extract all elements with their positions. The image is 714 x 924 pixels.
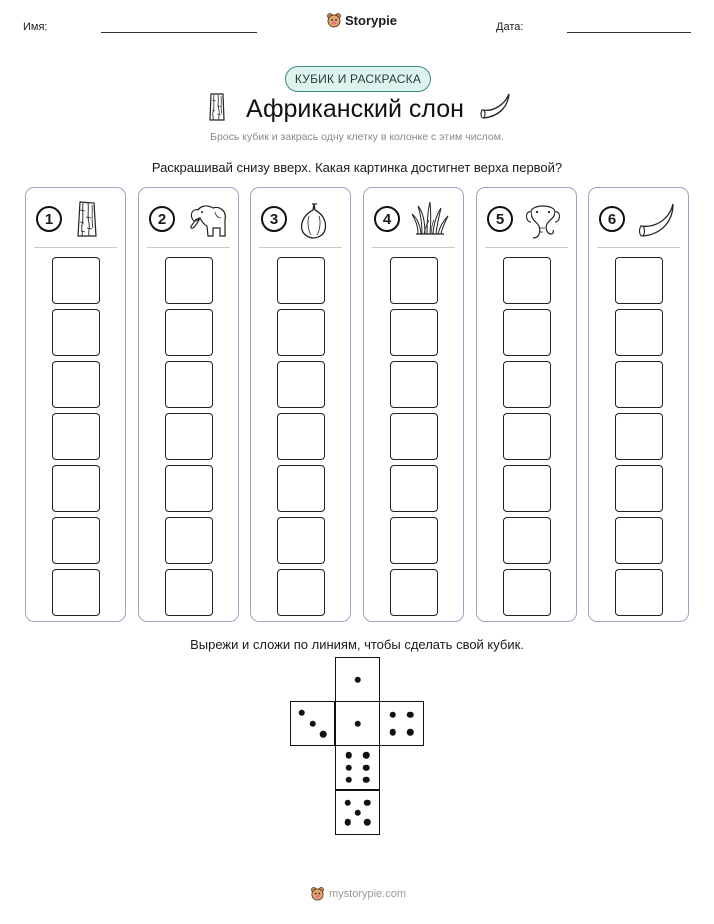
dice-column-6 bbox=[588, 187, 689, 622]
die-pip bbox=[346, 764, 353, 771]
storypie-mascot-icon bbox=[310, 886, 325, 901]
color-cell[interactable] bbox=[615, 257, 663, 304]
color-cell[interactable] bbox=[52, 413, 100, 460]
column-number: 6 bbox=[599, 206, 625, 232]
column-number: 2 bbox=[149, 206, 175, 232]
die-pip bbox=[390, 712, 397, 719]
column-header bbox=[259, 200, 342, 248]
grass-icon bbox=[410, 200, 450, 241]
subtitle: Брось кубик и закрась одну клетку в колонке с этим числом. bbox=[210, 131, 504, 143]
die-pip bbox=[344, 799, 351, 806]
color-cell[interactable] bbox=[165, 517, 213, 564]
color-cell[interactable] bbox=[615, 413, 663, 460]
die-pip bbox=[346, 776, 353, 783]
page-title: Африканский слон bbox=[246, 95, 464, 123]
die-face-top bbox=[335, 657, 380, 702]
color-cell[interactable] bbox=[390, 257, 438, 304]
date-label: Дата: bbox=[496, 21, 524, 33]
color-cell[interactable] bbox=[615, 309, 663, 356]
color-cell[interactable] bbox=[52, 569, 100, 616]
color-cell[interactable] bbox=[503, 517, 551, 564]
color-cell[interactable] bbox=[165, 465, 213, 512]
die-pip bbox=[346, 752, 353, 759]
storypie-logo bbox=[326, 12, 397, 28]
color-cell[interactable] bbox=[390, 413, 438, 460]
die-pip bbox=[363, 752, 370, 759]
elephant-trunk-icon bbox=[523, 200, 563, 245]
elephant-icon bbox=[185, 200, 229, 245]
dice-column-4 bbox=[363, 187, 464, 622]
color-cell[interactable] bbox=[277, 361, 325, 408]
color-cell[interactable] bbox=[503, 309, 551, 356]
color-cell[interactable] bbox=[615, 517, 663, 564]
column-header bbox=[372, 200, 455, 248]
die-face-center bbox=[335, 701, 380, 746]
die-pip bbox=[407, 712, 414, 719]
die-pip bbox=[363, 764, 370, 771]
column-header bbox=[597, 200, 680, 248]
dice-column-1 bbox=[25, 187, 126, 622]
die-face-left bbox=[290, 701, 335, 746]
column-number: 4 bbox=[374, 206, 400, 232]
color-cell[interactable] bbox=[390, 465, 438, 512]
color-cell[interactable] bbox=[390, 309, 438, 356]
color-cell[interactable] bbox=[165, 257, 213, 304]
color-cell[interactable] bbox=[503, 569, 551, 616]
color-cell[interactable] bbox=[615, 569, 663, 616]
tusk-icon bbox=[478, 92, 512, 120]
color-cell[interactable] bbox=[165, 413, 213, 460]
color-cell[interactable] bbox=[390, 569, 438, 616]
color-cell[interactable] bbox=[52, 309, 100, 356]
color-cell[interactable] bbox=[52, 361, 100, 408]
die-pip bbox=[354, 809, 361, 816]
die-face-bottom bbox=[335, 790, 380, 835]
footer-site: mystorypie.com bbox=[329, 887, 407, 900]
color-cell[interactable] bbox=[165, 361, 213, 408]
die-face-right bbox=[379, 701, 424, 746]
die-face-below-center bbox=[335, 745, 380, 790]
die-pip bbox=[364, 819, 371, 826]
logo-text: Storypie bbox=[345, 12, 398, 28]
date-line[interactable] bbox=[567, 32, 691, 33]
die-pip bbox=[364, 799, 371, 806]
die-pip bbox=[309, 720, 316, 727]
cube-instruction: Вырежи и сложи по линиям, чтобы сделать свой кубик. bbox=[190, 637, 524, 652]
color-cell[interactable] bbox=[615, 465, 663, 512]
column-number: 1 bbox=[36, 206, 62, 232]
dice-column-2 bbox=[138, 187, 239, 622]
color-cell[interactable] bbox=[390, 361, 438, 408]
color-cell[interactable] bbox=[503, 361, 551, 408]
die-pip bbox=[354, 676, 361, 683]
die-pip bbox=[363, 776, 370, 783]
column-number: 3 bbox=[261, 206, 287, 232]
storypie-mascot-icon bbox=[326, 12, 342, 28]
dice-column-5 bbox=[476, 187, 577, 622]
tree-bark-icon bbox=[72, 200, 102, 243]
tusk-icon bbox=[635, 200, 677, 245]
color-cell[interactable] bbox=[277, 517, 325, 564]
die-pip bbox=[320, 731, 327, 738]
die-pip bbox=[390, 729, 397, 736]
color-cell[interactable] bbox=[277, 569, 325, 616]
color-cell[interactable] bbox=[277, 309, 325, 356]
color-cell[interactable] bbox=[390, 517, 438, 564]
column-header bbox=[147, 200, 230, 248]
color-cell[interactable] bbox=[52, 465, 100, 512]
color-cell[interactable] bbox=[277, 465, 325, 512]
tree-bark-icon bbox=[207, 92, 227, 122]
column-header bbox=[34, 200, 117, 248]
color-cell[interactable] bbox=[503, 257, 551, 304]
instruction: Раскрашивай снизу вверх. Какая картинка достигнет верха первой? bbox=[151, 160, 563, 175]
color-cell[interactable] bbox=[503, 413, 551, 460]
color-cell[interactable] bbox=[277, 257, 325, 304]
color-cell[interactable] bbox=[615, 361, 663, 408]
color-cell[interactable] bbox=[52, 257, 100, 304]
fig-icon bbox=[297, 200, 331, 245]
footer bbox=[310, 886, 406, 901]
die-pip bbox=[354, 720, 361, 727]
column-header bbox=[485, 200, 568, 248]
name-label: Имя: bbox=[23, 21, 48, 33]
name-line[interactable] bbox=[101, 32, 257, 33]
die-pip bbox=[407, 729, 414, 736]
dice-column-3 bbox=[250, 187, 351, 622]
color-cell[interactable] bbox=[165, 309, 213, 356]
color-cell[interactable] bbox=[165, 569, 213, 616]
color-cell[interactable] bbox=[277, 413, 325, 460]
activity-badge: КУБИК И РАСКРАСКА bbox=[285, 66, 431, 92]
color-cell[interactable] bbox=[503, 465, 551, 512]
die-pip bbox=[344, 819, 351, 826]
die-pip bbox=[299, 710, 306, 717]
color-cell[interactable] bbox=[52, 517, 100, 564]
column-number: 5 bbox=[487, 206, 513, 232]
